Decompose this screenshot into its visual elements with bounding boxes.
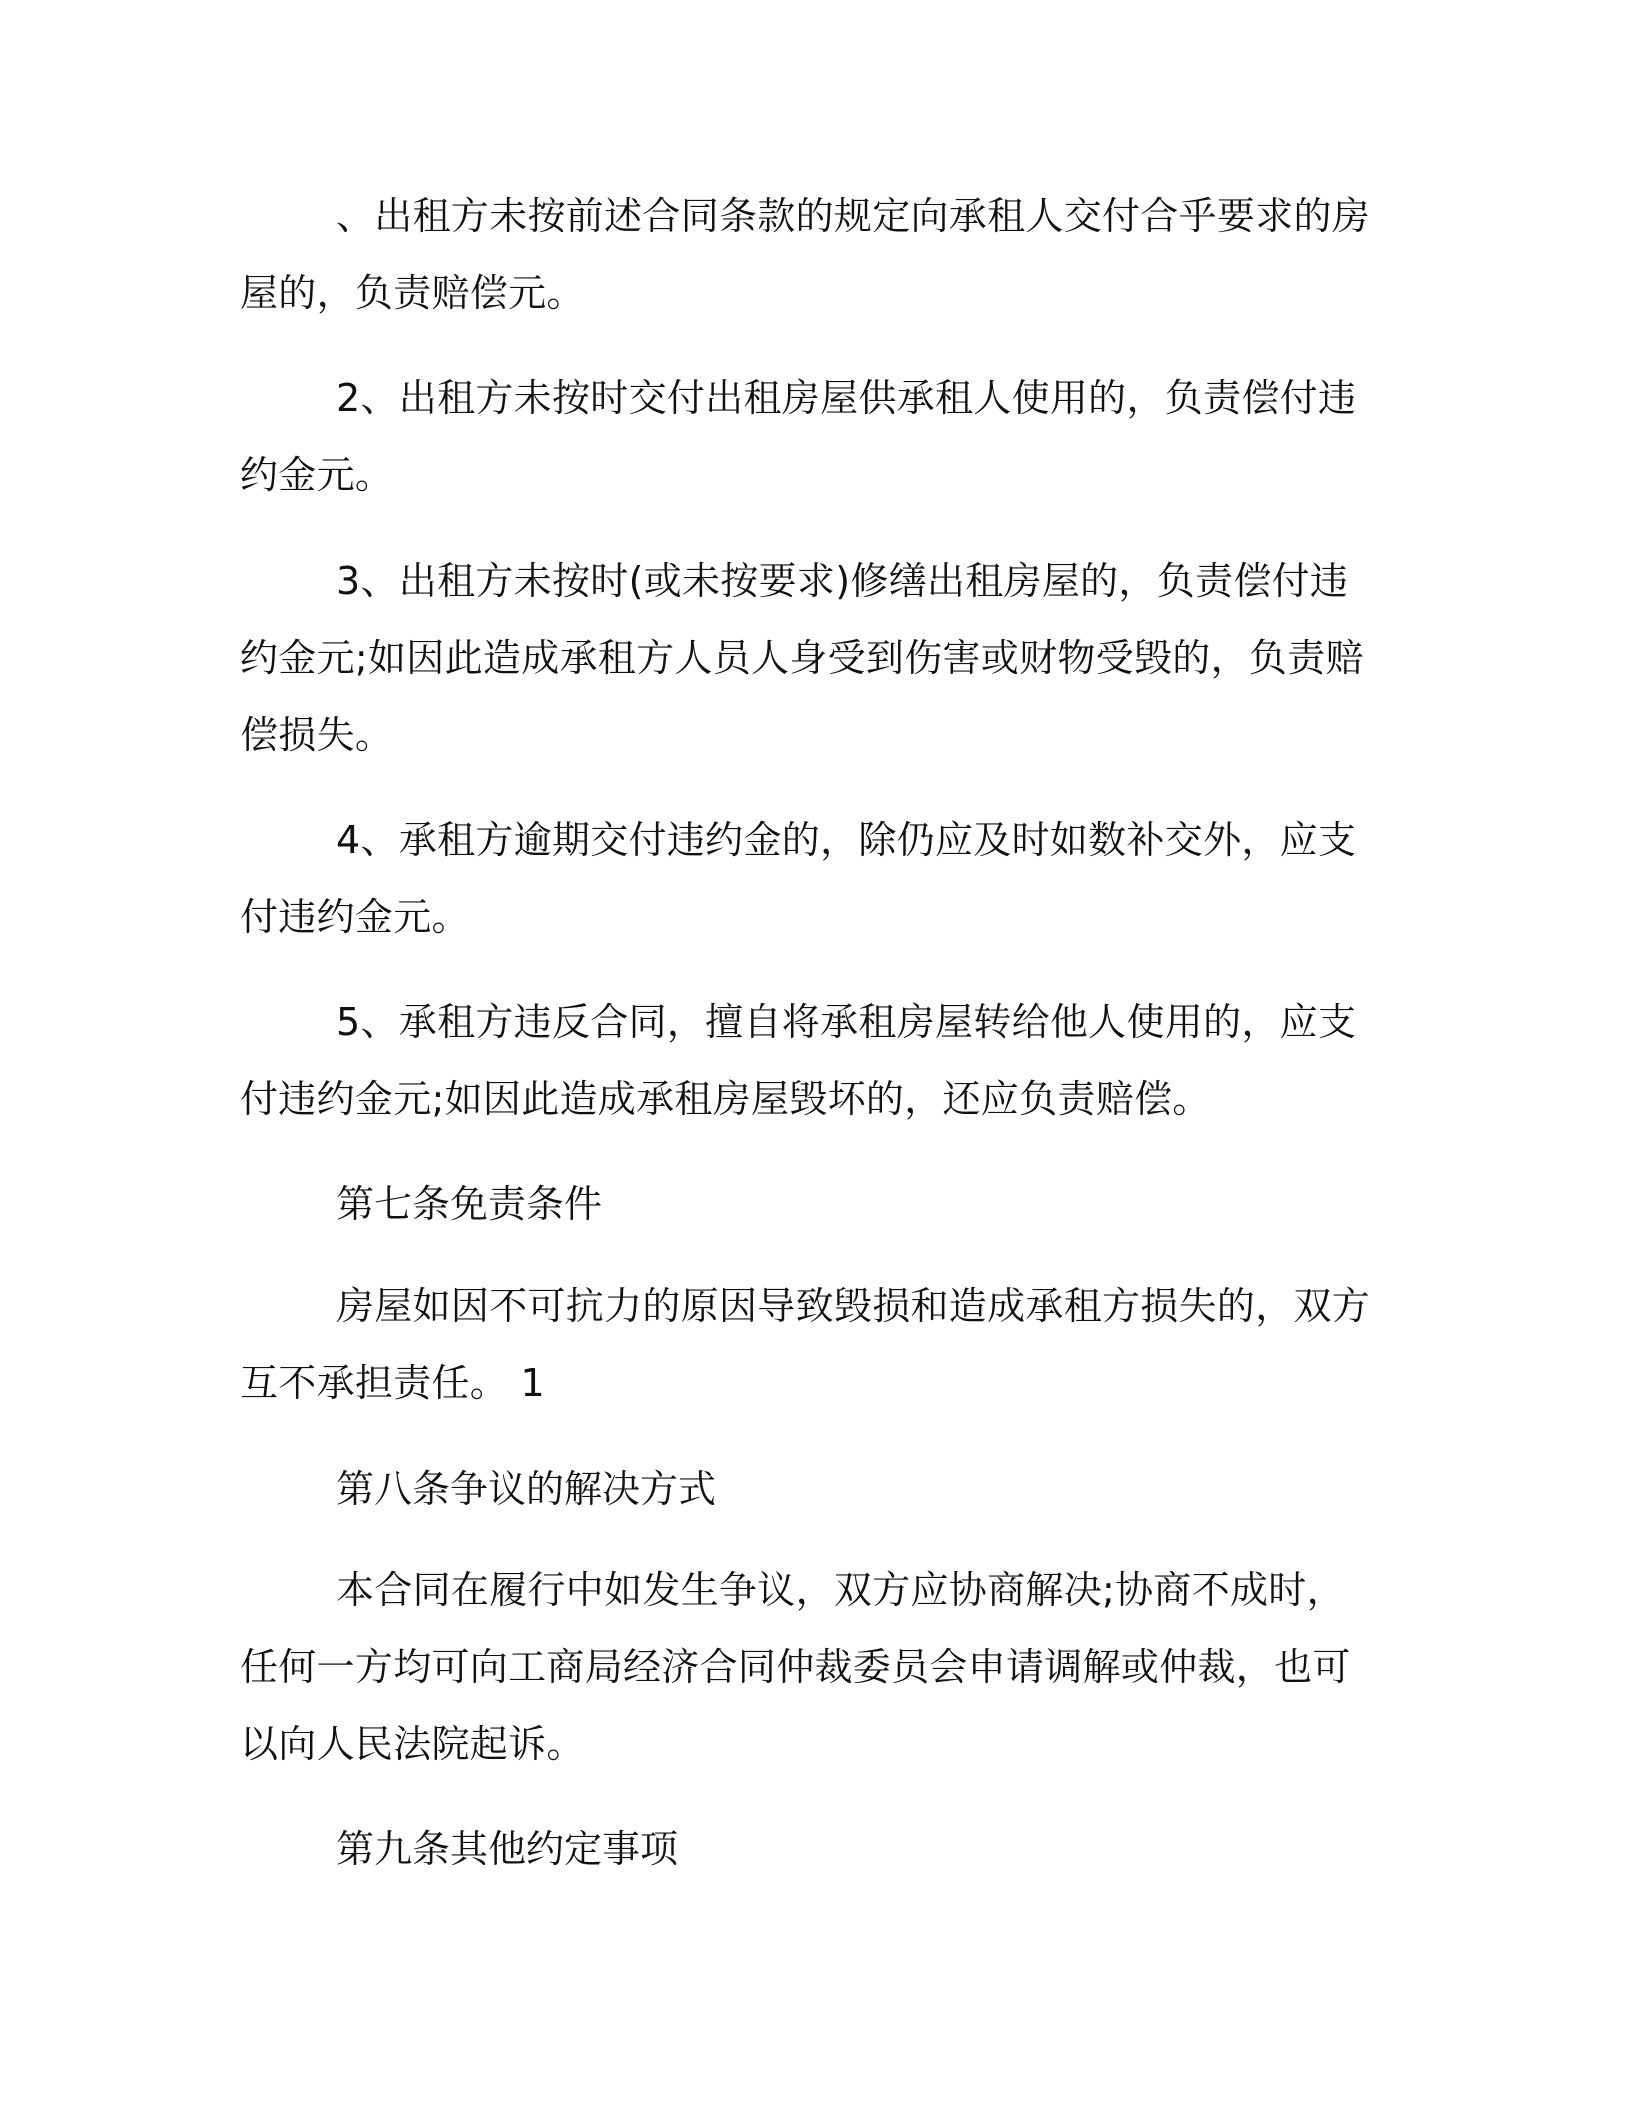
- article-8-body: 本合同在履行中如发生争议，双方应协商解决;协商不成时，任何一方均可向工商局经济合同仲裁委员会申请调解或仲裁，也可以向人民法院起诉。: [240, 1568, 1351, 1766]
- clause-4: 4、承租方逾期交付违约金的，除仍应及时如数补交外，应支付违约金元。: [240, 818, 1357, 939]
- clause-1: 、出租方未按前述合同条款的规定向承租人交付合乎要求的房屋的，负责赔偿元。: [240, 194, 1371, 315]
- article-9-title: 第九条其他约定事项: [336, 1827, 679, 1871]
- article-7-title: 第七条免责条件: [336, 1182, 603, 1226]
- clause-3: 3、出租方未按时(或未按要求)修缮出租房屋的，负责偿付违约金元;如因此造成承租方人员人身受到伤害或财物受毁的，负责赔偿损失。: [240, 559, 1364, 757]
- clause-2: 2、出租方未按时交付出租房屋供承租人使用的，负责偿付违约金元。: [240, 376, 1357, 497]
- clause-5: 5、承租方违反合同，擅自将承租房屋转给他人使用的，应支付违约金元;如因此造成承租房屋毁坏的，还应负责赔偿。: [240, 1000, 1357, 1121]
- article-7-body: 房屋如因不可抗力的原因导致毁损和造成承租方损失的，双方互不承担责任。 1: [240, 1284, 1371, 1405]
- article-8-title: 第八条争议的解决方式: [336, 1467, 717, 1511]
